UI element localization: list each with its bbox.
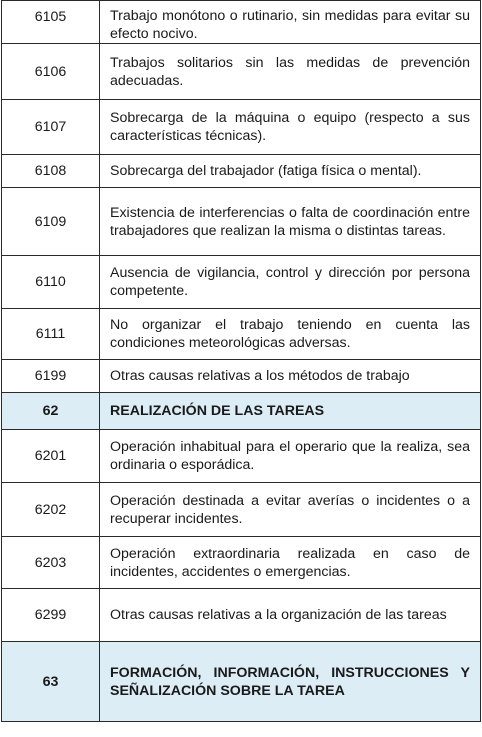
table-row — [2, 100, 481, 155]
section-row — [2, 393, 481, 430]
row-description: Otras causas relativas a los métodos de trabajo — [100, 360, 481, 393]
table-row — [2, 188, 481, 256]
table-row — [2, 483, 481, 537]
row-code: 6105 — [2, 1, 100, 44]
cause-codes-table — [1, 0, 481, 722]
row-code: 6299 — [2, 589, 100, 642]
row-description: Trabajo monótono o rutinario, sin medidas para evitar su efecto nocivo. — [100, 1, 481, 44]
row-code: 6106 — [2, 44, 100, 100]
row-description: Otras causas relativas a la organización de las tareas — [100, 589, 481, 642]
row-description: Operación extraordinaria realizada en caso de incidentes, accidentes o emergencias. — [100, 537, 481, 589]
section-row — [2, 642, 481, 722]
row-description: Operación inhabitual para el operario que la realiza, sea ordinaria o esporádica. — [100, 430, 481, 483]
table-row — [2, 589, 481, 642]
row-code: 6202 — [2, 483, 100, 537]
table-row — [2, 537, 481, 589]
row-description: Sobrecarga de la máquina o equipo (respecto a sus características técnicas). — [100, 100, 481, 155]
table-row — [2, 360, 481, 393]
row-description: Ausencia de vigilancia, control y dirección por persona competente. — [100, 256, 481, 309]
row-code: 6109 — [2, 188, 100, 256]
table-row — [2, 1, 481, 44]
row-code: 6110 — [2, 256, 100, 309]
section-code: 63 — [2, 642, 100, 722]
row-description: Trabajos solitarios sin las medidas de prevención adecuadas. — [100, 44, 481, 100]
table-row — [2, 256, 481, 309]
row-description: Existencia de interferencias o falta de coordinación entre trabajadores que realizan la misma o distintas tareas. — [100, 188, 481, 256]
section-title: FORMACIÓN, INFORMACIÓN, INSTRUCCIONES Y SEÑALIZACIÓN SOBRE LA TAREA — [100, 642, 481, 722]
table-row — [2, 430, 481, 483]
table-row — [2, 155, 481, 188]
section-title: REALIZACIÓN DE LAS TAREAS — [100, 393, 481, 430]
section-code: 62 — [2, 393, 100, 430]
row-description: No organizar el trabajo teniendo en cuenta las condiciones meteorológicas adversas. — [100, 309, 481, 360]
table-row — [2, 309, 481, 360]
table-row — [2, 44, 481, 100]
row-code: 6107 — [2, 100, 100, 155]
row-code: 6203 — [2, 537, 100, 589]
row-code: 6201 — [2, 430, 100, 483]
row-code: 6199 — [2, 360, 100, 393]
row-code: 6108 — [2, 155, 100, 188]
table-body — [2, 1, 481, 722]
row-description: Sobrecarga del trabajador (fatiga física o mental). — [100, 155, 481, 188]
row-description: Operación destinada a evitar averías o incidentes o a recuperar incidentes. — [100, 483, 481, 537]
row-code: 6111 — [2, 309, 100, 360]
